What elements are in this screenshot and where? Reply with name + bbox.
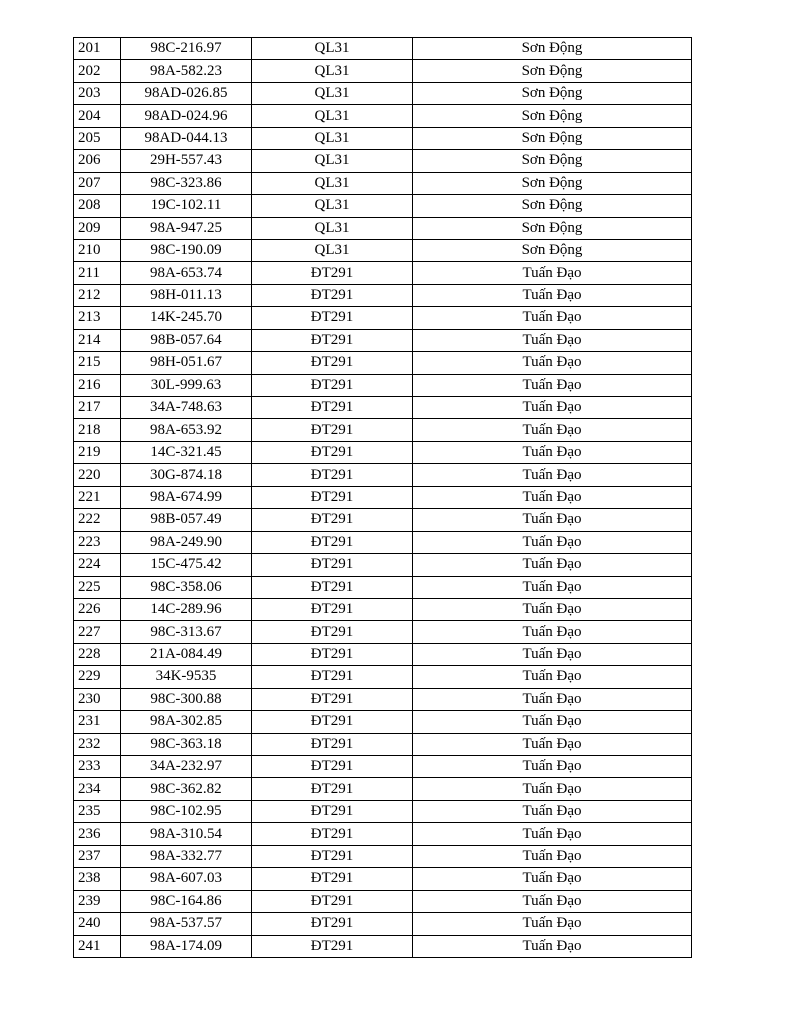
location-cell: Tuấn Đạo	[413, 374, 692, 396]
location-cell: Tuấn Đạo	[413, 509, 692, 531]
road-cell: ĐT291	[252, 823, 413, 845]
license-plate-cell: 98B-057.49	[121, 509, 252, 531]
license-plate-cell: 14C-289.96	[121, 598, 252, 620]
location-cell: Tuấn Đạo	[413, 823, 692, 845]
license-plate-cell: 98AD-044.13	[121, 127, 252, 149]
row-number-cell: 209	[74, 217, 121, 239]
location-cell: Tuấn Đạo	[413, 711, 692, 733]
table-row	[74, 598, 692, 620]
license-plate-cell: 98A-653.74	[121, 262, 252, 284]
location-cell: Tuấn Đạo	[413, 576, 692, 598]
location-cell: Tuấn Đạo	[413, 688, 692, 710]
table-row	[74, 262, 692, 284]
road-cell: ĐT291	[252, 262, 413, 284]
table-row	[74, 374, 692, 396]
table-row	[74, 195, 692, 217]
license-plate-cell: 98C-300.88	[121, 688, 252, 710]
table-row	[74, 105, 692, 127]
license-plate-cell: 30L-999.63	[121, 374, 252, 396]
row-number-cell: 203	[74, 82, 121, 104]
road-cell: ĐT291	[252, 688, 413, 710]
table-row	[74, 172, 692, 194]
table-row	[74, 284, 692, 306]
road-cell: ĐT291	[252, 778, 413, 800]
road-cell: QL31	[252, 239, 413, 261]
row-number-cell: 231	[74, 711, 121, 733]
row-number-cell: 230	[74, 688, 121, 710]
location-cell: Tuấn Đạo	[413, 284, 692, 306]
license-plate-cell: 14C-321.45	[121, 441, 252, 463]
table-row	[74, 711, 692, 733]
row-number-cell: 227	[74, 621, 121, 643]
location-cell: Tuấn Đạo	[413, 352, 692, 374]
location-cell: Tuấn Đạo	[413, 307, 692, 329]
road-cell: QL31	[252, 172, 413, 194]
table-body	[74, 38, 692, 958]
location-cell: Sơn Động	[413, 82, 692, 104]
location-cell: Tuấn Đạo	[413, 621, 692, 643]
road-cell: ĐT291	[252, 397, 413, 419]
row-number-cell: 205	[74, 127, 121, 149]
row-number-cell: 220	[74, 464, 121, 486]
row-number-cell: 223	[74, 531, 121, 553]
location-cell: Tuấn Đạo	[413, 666, 692, 688]
license-plate-cell: 98C-190.09	[121, 239, 252, 261]
license-plate-cell: 29H-557.43	[121, 150, 252, 172]
table-row	[74, 127, 692, 149]
table-row	[74, 352, 692, 374]
road-cell: ĐT291	[252, 935, 413, 957]
road-cell: ĐT291	[252, 352, 413, 374]
road-cell: QL31	[252, 127, 413, 149]
location-cell: Tuấn Đạo	[413, 643, 692, 665]
license-plate-cell: 98H-011.13	[121, 284, 252, 306]
table-row	[74, 868, 692, 890]
table-row	[74, 307, 692, 329]
table-row	[74, 217, 692, 239]
license-plate-cell: 98C-362.82	[121, 778, 252, 800]
road-cell: ĐT291	[252, 554, 413, 576]
table-row	[74, 576, 692, 598]
table-row	[74, 823, 692, 845]
road-cell: ĐT291	[252, 845, 413, 867]
row-number-cell: 213	[74, 307, 121, 329]
row-number-cell: 228	[74, 643, 121, 665]
location-cell: Tuấn Đạo	[413, 733, 692, 755]
road-cell: ĐT291	[252, 374, 413, 396]
row-number-cell: 232	[74, 733, 121, 755]
location-cell: Sơn Động	[413, 105, 692, 127]
license-plate-cell: 21A-084.49	[121, 643, 252, 665]
license-plate-cell: 98C-358.06	[121, 576, 252, 598]
row-number-cell: 207	[74, 172, 121, 194]
table-row	[74, 38, 692, 60]
license-plate-cell: 98C-313.67	[121, 621, 252, 643]
license-plate-cell: 98A-674.99	[121, 486, 252, 508]
location-cell: Tuấn Đạo	[413, 868, 692, 890]
location-cell: Tuấn Đạo	[413, 262, 692, 284]
table-row	[74, 913, 692, 935]
location-cell: Sơn Động	[413, 150, 692, 172]
road-cell: ĐT291	[252, 800, 413, 822]
location-cell: Tuấn Đạo	[413, 890, 692, 912]
table-row	[74, 890, 692, 912]
road-cell: ĐT291	[252, 756, 413, 778]
license-plate-cell: 34K-9535	[121, 666, 252, 688]
row-number-cell: 201	[74, 38, 121, 60]
location-cell: Tuấn Đạo	[413, 778, 692, 800]
location-cell: Tuấn Đạo	[413, 598, 692, 620]
row-number-cell: 225	[74, 576, 121, 598]
row-number-cell: 237	[74, 845, 121, 867]
row-number-cell: 212	[74, 284, 121, 306]
table-row	[74, 509, 692, 531]
license-plate-cell: 98AD-026.85	[121, 82, 252, 104]
license-plate-cell: 98A-332.77	[121, 845, 252, 867]
road-cell: ĐT291	[252, 733, 413, 755]
table-row	[74, 531, 692, 553]
location-cell: Tuấn Đạo	[413, 845, 692, 867]
location-cell: Tuấn Đạo	[413, 800, 692, 822]
license-plate-cell: 98A-947.25	[121, 217, 252, 239]
table-row	[74, 486, 692, 508]
location-cell: Sơn Động	[413, 239, 692, 261]
license-plate-cell: 98A-249.90	[121, 531, 252, 553]
road-cell: QL31	[252, 38, 413, 60]
row-number-cell: 222	[74, 509, 121, 531]
location-cell: Tuấn Đạo	[413, 486, 692, 508]
license-plate-cell: 14K-245.70	[121, 307, 252, 329]
road-cell: ĐT291	[252, 441, 413, 463]
road-cell: ĐT291	[252, 913, 413, 935]
table-row	[74, 441, 692, 463]
license-plate-cell: 98A-310.54	[121, 823, 252, 845]
location-cell: Sơn Động	[413, 195, 692, 217]
location-cell: Tuấn Đạo	[413, 329, 692, 351]
road-cell: ĐT291	[252, 890, 413, 912]
table-row	[74, 329, 692, 351]
road-cell: ĐT291	[252, 284, 413, 306]
location-cell: Sơn Động	[413, 172, 692, 194]
road-cell: ĐT291	[252, 868, 413, 890]
row-number-cell: 238	[74, 868, 121, 890]
license-plate-cell: 34A-748.63	[121, 397, 252, 419]
location-cell: Tuấn Đạo	[413, 554, 692, 576]
row-number-cell: 221	[74, 486, 121, 508]
road-cell: ĐT291	[252, 419, 413, 441]
license-plate-cell: 98A-607.03	[121, 868, 252, 890]
table-row	[74, 82, 692, 104]
table-row	[74, 464, 692, 486]
location-cell: Sơn Động	[413, 60, 692, 82]
row-number-cell: 206	[74, 150, 121, 172]
road-cell: ĐT291	[252, 621, 413, 643]
vehicle-table	[73, 37, 692, 958]
road-cell: ĐT291	[252, 643, 413, 665]
table-row	[74, 150, 692, 172]
license-plate-cell: 98A-653.92	[121, 419, 252, 441]
table-row	[74, 397, 692, 419]
table-row	[74, 756, 692, 778]
row-number-cell: 229	[74, 666, 121, 688]
license-plate-cell: 34A-232.97	[121, 756, 252, 778]
road-cell: ĐT291	[252, 329, 413, 351]
location-cell: Tuấn Đạo	[413, 464, 692, 486]
row-number-cell: 202	[74, 60, 121, 82]
row-number-cell: 214	[74, 329, 121, 351]
license-plate-cell: 30G-874.18	[121, 464, 252, 486]
license-plate-cell: 15C-475.42	[121, 554, 252, 576]
license-plate-cell: 98A-537.57	[121, 913, 252, 935]
road-cell: ĐT291	[252, 598, 413, 620]
license-plate-cell: 98C-164.86	[121, 890, 252, 912]
location-cell: Tuấn Đạo	[413, 935, 692, 957]
road-cell: ĐT291	[252, 486, 413, 508]
table-row	[74, 800, 692, 822]
road-cell: QL31	[252, 105, 413, 127]
location-cell: Tuấn Đạo	[413, 913, 692, 935]
row-number-cell: 208	[74, 195, 121, 217]
license-plate-cell: 98H-051.67	[121, 352, 252, 374]
row-number-cell: 211	[74, 262, 121, 284]
road-cell: QL31	[252, 195, 413, 217]
row-number-cell: 235	[74, 800, 121, 822]
row-number-cell: 224	[74, 554, 121, 576]
location-cell: Tuấn Đạo	[413, 441, 692, 463]
row-number-cell: 204	[74, 105, 121, 127]
table-row	[74, 419, 692, 441]
table-row	[74, 554, 692, 576]
road-cell: ĐT291	[252, 666, 413, 688]
location-cell: Tuấn Đạo	[413, 397, 692, 419]
location-cell: Tuấn Đạo	[413, 756, 692, 778]
license-plate-cell: 98C-102.95	[121, 800, 252, 822]
road-cell: QL31	[252, 217, 413, 239]
license-plate-cell: 98A-302.85	[121, 711, 252, 733]
table-row	[74, 688, 692, 710]
table-row	[74, 845, 692, 867]
license-plate-cell: 98A-174.09	[121, 935, 252, 957]
road-cell: QL31	[252, 150, 413, 172]
road-cell: QL31	[252, 82, 413, 104]
road-cell: ĐT291	[252, 576, 413, 598]
table-row	[74, 935, 692, 957]
road-cell: QL31	[252, 60, 413, 82]
road-cell: ĐT291	[252, 307, 413, 329]
license-plate-cell: 19C-102.11	[121, 195, 252, 217]
road-cell: ĐT291	[252, 509, 413, 531]
row-number-cell: 233	[74, 756, 121, 778]
table-row	[74, 643, 692, 665]
row-number-cell: 239	[74, 890, 121, 912]
license-plate-cell: 98A-582.23	[121, 60, 252, 82]
row-number-cell: 226	[74, 598, 121, 620]
table-row	[74, 666, 692, 688]
location-cell: Tuấn Đạo	[413, 419, 692, 441]
row-number-cell: 236	[74, 823, 121, 845]
table-row	[74, 239, 692, 261]
road-cell: ĐT291	[252, 711, 413, 733]
row-number-cell: 217	[74, 397, 121, 419]
row-number-cell: 219	[74, 441, 121, 463]
row-number-cell: 240	[74, 913, 121, 935]
table-row	[74, 778, 692, 800]
location-cell: Sơn Động	[413, 38, 692, 60]
row-number-cell: 218	[74, 419, 121, 441]
location-cell: Sơn Động	[413, 217, 692, 239]
table-row	[74, 621, 692, 643]
license-plate-cell: 98C-363.18	[121, 733, 252, 755]
road-cell: ĐT291	[252, 464, 413, 486]
row-number-cell: 216	[74, 374, 121, 396]
license-plate-cell: 98AD-024.96	[121, 105, 252, 127]
row-number-cell: 241	[74, 935, 121, 957]
location-cell: Sơn Động	[413, 127, 692, 149]
location-cell: Tuấn Đạo	[413, 531, 692, 553]
table-row	[74, 733, 692, 755]
license-plate-cell: 98B-057.64	[121, 329, 252, 351]
road-cell: ĐT291	[252, 531, 413, 553]
row-number-cell: 215	[74, 352, 121, 374]
row-number-cell: 210	[74, 239, 121, 261]
table-row	[74, 60, 692, 82]
license-plate-cell: 98C-323.86	[121, 172, 252, 194]
license-plate-cell: 98C-216.97	[121, 38, 252, 60]
row-number-cell: 234	[74, 778, 121, 800]
